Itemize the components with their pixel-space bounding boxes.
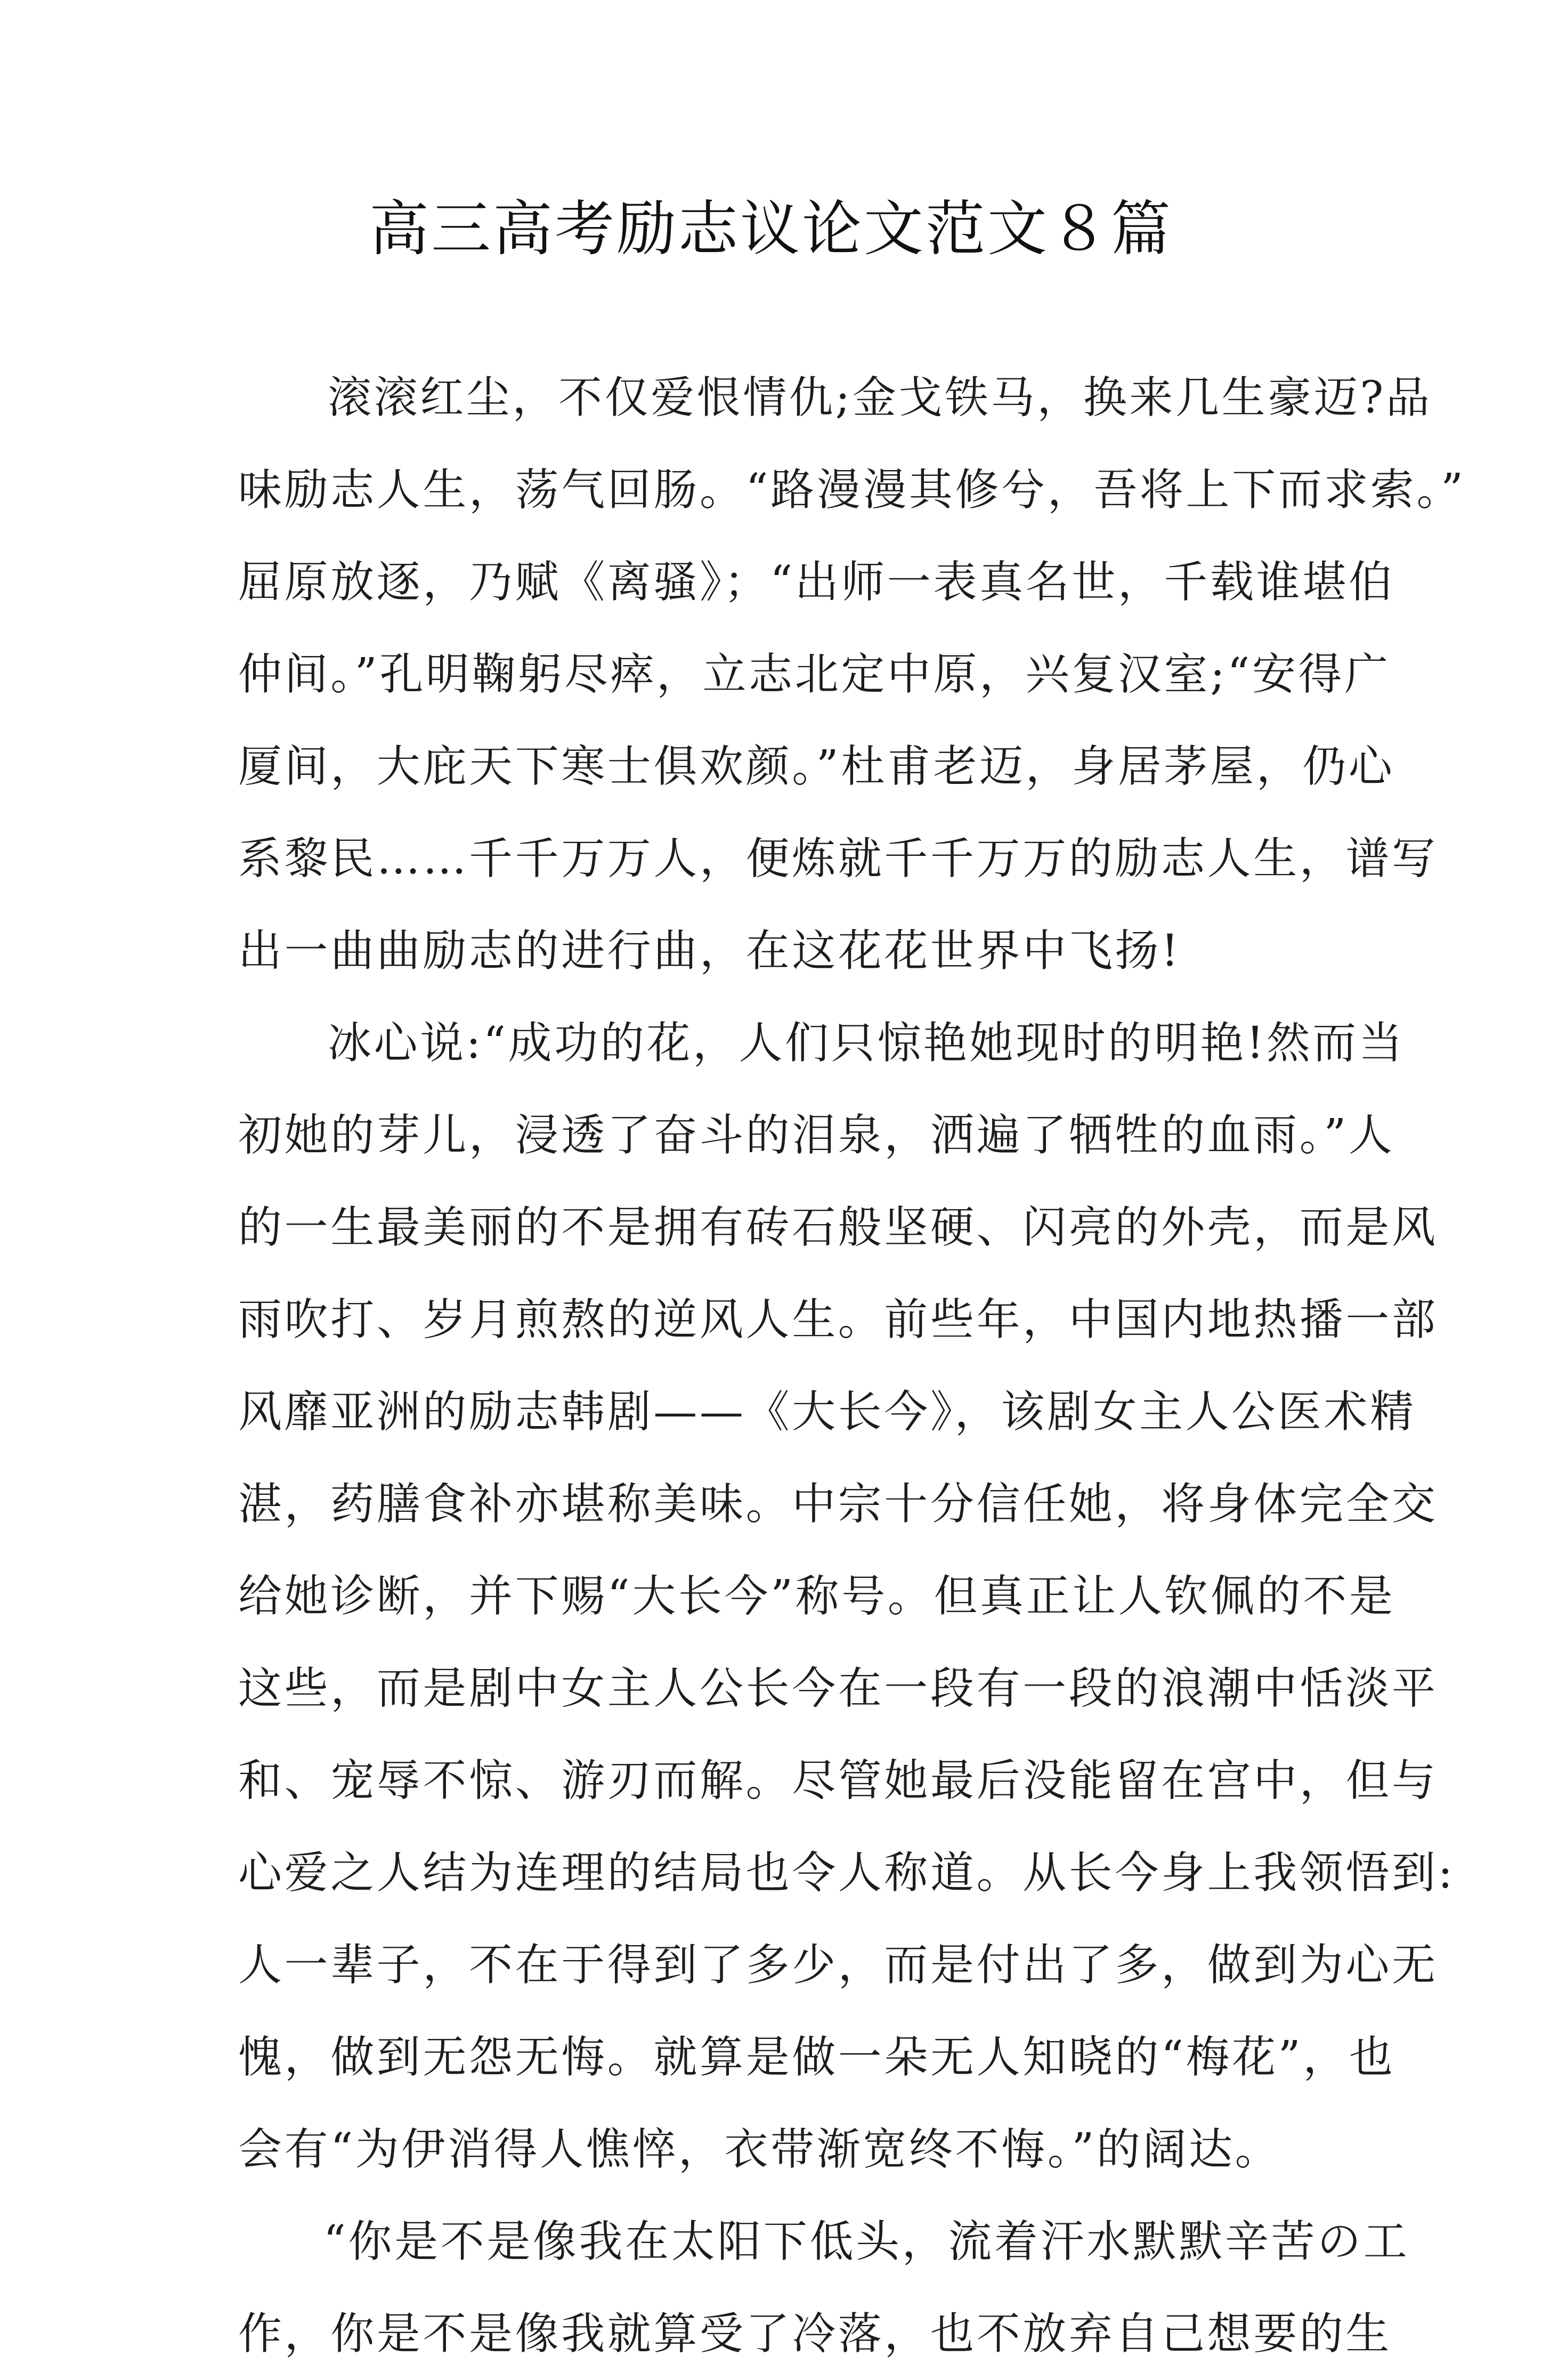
text-line: 的一生最美丽的不是拥有砖石般坚硬、闪亮的外壳，而是风 [238,1202,1438,1253]
text-line: 会有“为伊消得人憔悴，衣带渐宽终不悔。”的阔达。 [238,2124,1281,2175]
text-line: 系黎民……千千万万人，便炼就千千万万的励志人生，谱写 [238,833,1438,884]
text-line: 心爱之人结为连理的结局也令人称道。从长今身上我领悟到: [238,1848,1455,1898]
text-line: 冰心说:“成功的花，人们只惊艳她现时的明艳!然而当 [328,1018,1405,1068]
page-title: 高三高考励志议论文范文８篇 [369,195,1173,264]
text-line: 湛，药膳食补亦堪称美味。中宗十分信任她，将身体完全交 [238,1479,1438,1529]
text-line: 味励志人生，荡气回肠。“路漫漫其修兮，吾将上下而求索。” [238,465,1466,515]
text-line: 初她的芽儿，浸透了奋斗的泪泉，洒遍了牺牲的血雨。”人 [238,1110,1395,1161]
text-line: 仲间。”孔明鞠躬尽瘁，立志北定中原，兴复汉室;“安得广 [238,649,1391,700]
text-line: 雨吹打、岁月煎熬的逆风人生。前些年，中国内地热播一部 [238,1294,1438,1345]
text-line: 出一曲曲励志的进行曲，在这花花世界中飞扬! [238,926,1181,976]
text-line: 愧，做到无怨无悔。就算是做一朵无人知晓的“梅花”，也 [238,2032,1395,2083]
text-line: 给她诊断，并下赐“大长今”称号。但真正让人钦佩的不是 [238,1571,1395,1622]
text-line: 人一辈子，不在于得到了多少，而是付出了多，做到为心无 [238,1940,1438,1990]
text-line: 和、宠辱不惊、游刃而解。尽管她最后没能留在宫中，但与 [238,1755,1438,1806]
text-line: “你是不是像我在太阳下低头，流着汗水默默辛苦の工 [323,2216,1410,2267]
text-line: 滚滚红尘，不仅爱恨情仇;金戈铁马，换来几生豪迈?品 [328,373,1432,423]
text-line: 厦间，大庇天下寒士俱欢颜。”杜甫老迈，身居茅屋，仍心 [238,741,1395,792]
article-body [238,352,1466,2380]
text-line: 屈原放逐，乃赋《离骚》；“出师一表真名世，千载谁堪伯 [238,557,1395,608]
text-line: 作，你是不是像我就算受了冷落，也不放弃自己想要的生 [238,2309,1392,2359]
text-line: 这些，而是剧中女主人公长今在一段有一段的浪潮中恬淡平 [238,1663,1438,1714]
text-line: 风靡亚洲的励志韩剧——《大长今》，该剧女主人公医术精 [238,1387,1416,1437]
